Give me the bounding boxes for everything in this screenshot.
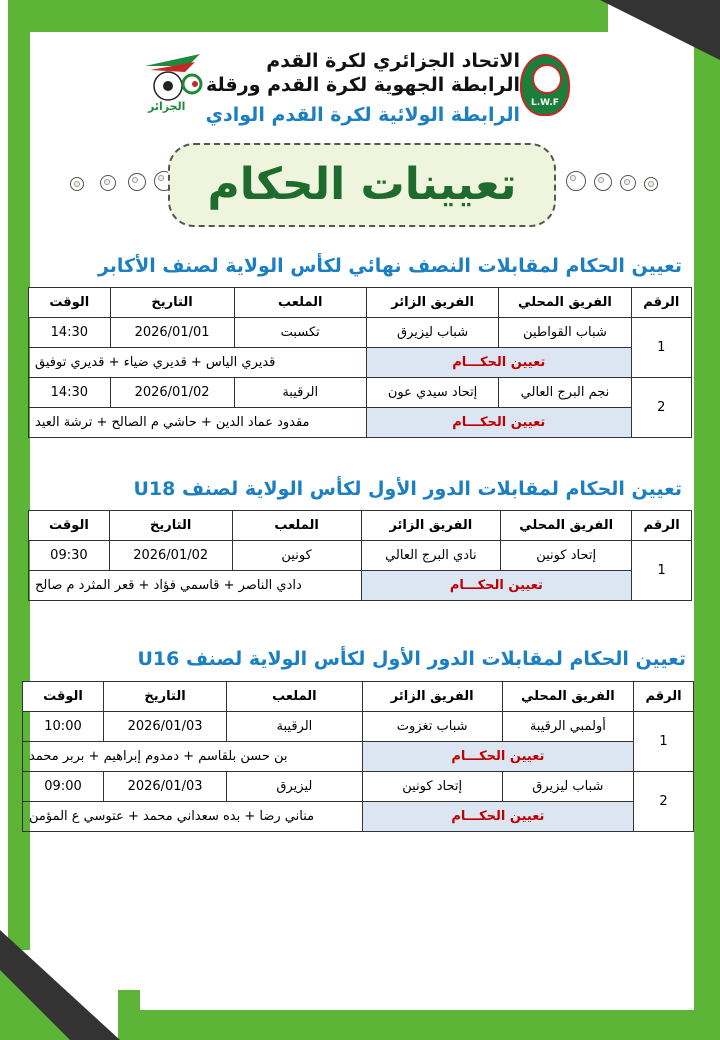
referee-names: مقدود عماد الدين + حاشي م الصالح + ترشة العيد [29,408,367,438]
header-federation: الاتحاد الجزائري لكرة القدم [266,50,520,72]
home-team: أولمبي الرقيبة [502,712,633,742]
match-number: 1 [631,318,691,378]
home-team: إتحاد كونين [501,541,632,571]
section-title-u16: تعيين الحكام لمقابلات الدور الأول لكأس الولاية لصنف U16 [137,648,686,670]
match-date: 2026/01/02 [110,378,234,408]
section-title-seniors: تعيين الحكام لمقابلات النصف نهائي لكأس الولاية لصنف الأكابر [97,255,682,277]
table-row [23,772,694,802]
match-time: 14:30 [29,378,111,408]
referee-row [29,571,692,601]
decor-dot [566,171,586,191]
stadium: الرقيبة [227,712,363,742]
away-team: نادي البرج العالي [361,541,501,571]
page-title: تعيينات الحكام [207,159,517,210]
schedule-table-seniors [28,287,692,438]
referee-row [29,348,692,378]
ball-icon [532,64,562,94]
match-time: 09:30 [29,541,110,571]
referee-row [29,408,692,438]
col-stadium: الملعب [232,511,361,541]
frame-inner-bottom [118,990,140,1010]
away-team: شباب ليزيرق [366,318,498,348]
referee-label: تعيين الحكـــام [366,408,631,438]
title-banner [168,143,556,227]
referee-row [23,742,694,772]
match-date: 2026/01/02 [109,541,232,571]
match-date: 2026/01/03 [104,772,227,802]
match-number: 2 [634,772,694,832]
col-time: الوقت [29,288,111,318]
referee-names: قديري الياس + قديري ضياء + قديري توفيق [29,348,367,378]
referee-row [23,802,694,832]
schedule-table-u18 [28,510,692,601]
match-time: 10:00 [23,712,104,742]
table-header-row [29,511,692,541]
header [140,48,570,138]
col-away-team: الفريق الزائر [361,511,501,541]
frame-bottom-bar [118,1010,720,1040]
col-home-team: الفريق المحلي [502,682,633,712]
referee-label: تعيين الحكـــام [361,571,632,601]
col-number: الرقم [634,682,694,712]
faf-logo [140,48,210,118]
header-wilaya-league: الرابطة الولائية لكرة القدم الوادي [205,104,520,126]
match-time: 14:30 [29,318,111,348]
col-number: الرقم [632,511,692,541]
home-team: شباب القواطين [499,318,631,348]
table-header-row [23,682,694,712]
section-title-u18: تعيين الحكام لمقابلات الدور الأول لكأس الولاية لصنف U18 [133,478,682,500]
col-stadium: الملعب [227,682,363,712]
decor-dot [128,173,146,191]
lwf-logo-text: L.W.F [531,98,559,108]
col-stadium: الملعب [234,288,366,318]
decor-dot [70,177,84,191]
referee-names: بن حسن بلقاسم + دمدوم إبراهيم + بربر محمد [23,742,363,772]
stadium: تكسبت [234,318,366,348]
match-number: 1 [634,712,694,772]
home-team: نجم البرج العالي [499,378,631,408]
col-away-team: الفريق الزائر [362,682,502,712]
decor-dot [594,173,612,191]
frame-right-bar [694,30,720,1020]
col-away-team: الفريق الزائر [366,288,498,318]
table-row [23,712,694,742]
match-time: 09:00 [23,772,104,802]
home-team: شباب ليزيرق [502,772,633,802]
col-date: التاريخ [104,682,227,712]
frame-top-bar [8,0,608,32]
col-time: الوقت [23,682,104,712]
corner-triangle-top-right [600,0,720,60]
away-team: إتحاد كونين [362,772,502,802]
match-number: 2 [631,378,691,438]
col-date: التاريخ [110,288,234,318]
lwf-logo [520,54,570,116]
col-date: التاريخ [109,511,232,541]
col-home-team: الفريق المحلي [501,511,632,541]
stadium: الرقيبة [234,378,366,408]
match-number: 1 [632,541,692,601]
referee-label: تعيين الحكـــام [362,802,633,832]
table-row [29,318,692,348]
away-team: شباب تغزوت [362,712,502,742]
table-row [29,541,692,571]
col-number: الرقم [631,288,691,318]
stadium: كونين [232,541,361,571]
decor-dot [100,175,116,191]
away-team: إتحاد سيدي عون [366,378,498,408]
match-date: 2026/01/03 [104,712,227,742]
col-home-team: الفريق المحلي [499,288,631,318]
referee-label: تعيين الحكـــام [362,742,633,772]
referee-names: دادي الناصر + قاسمي فؤاد + قعر المثرد م صالح [29,571,362,601]
referee-label: تعيين الحكـــام [366,348,631,378]
col-time: الوقت [29,511,110,541]
schedule-table-u16 [22,681,694,832]
match-date: 2026/01/01 [110,318,234,348]
table-header-row [29,288,692,318]
corner-triangle-bottom-left-green [0,970,70,1040]
decor-dot [644,177,658,191]
table-row [29,378,692,408]
faf-text: الجزائر [148,100,186,113]
stadium: ليزيرق [227,772,363,802]
referee-names: مناني رضا + بده سعداني محمد + عتوسي ع المؤمن [23,802,363,832]
header-regional-league: الرابطة الجهوية لكرة القدم ورقلة [206,74,520,96]
decor-dot [620,175,636,191]
